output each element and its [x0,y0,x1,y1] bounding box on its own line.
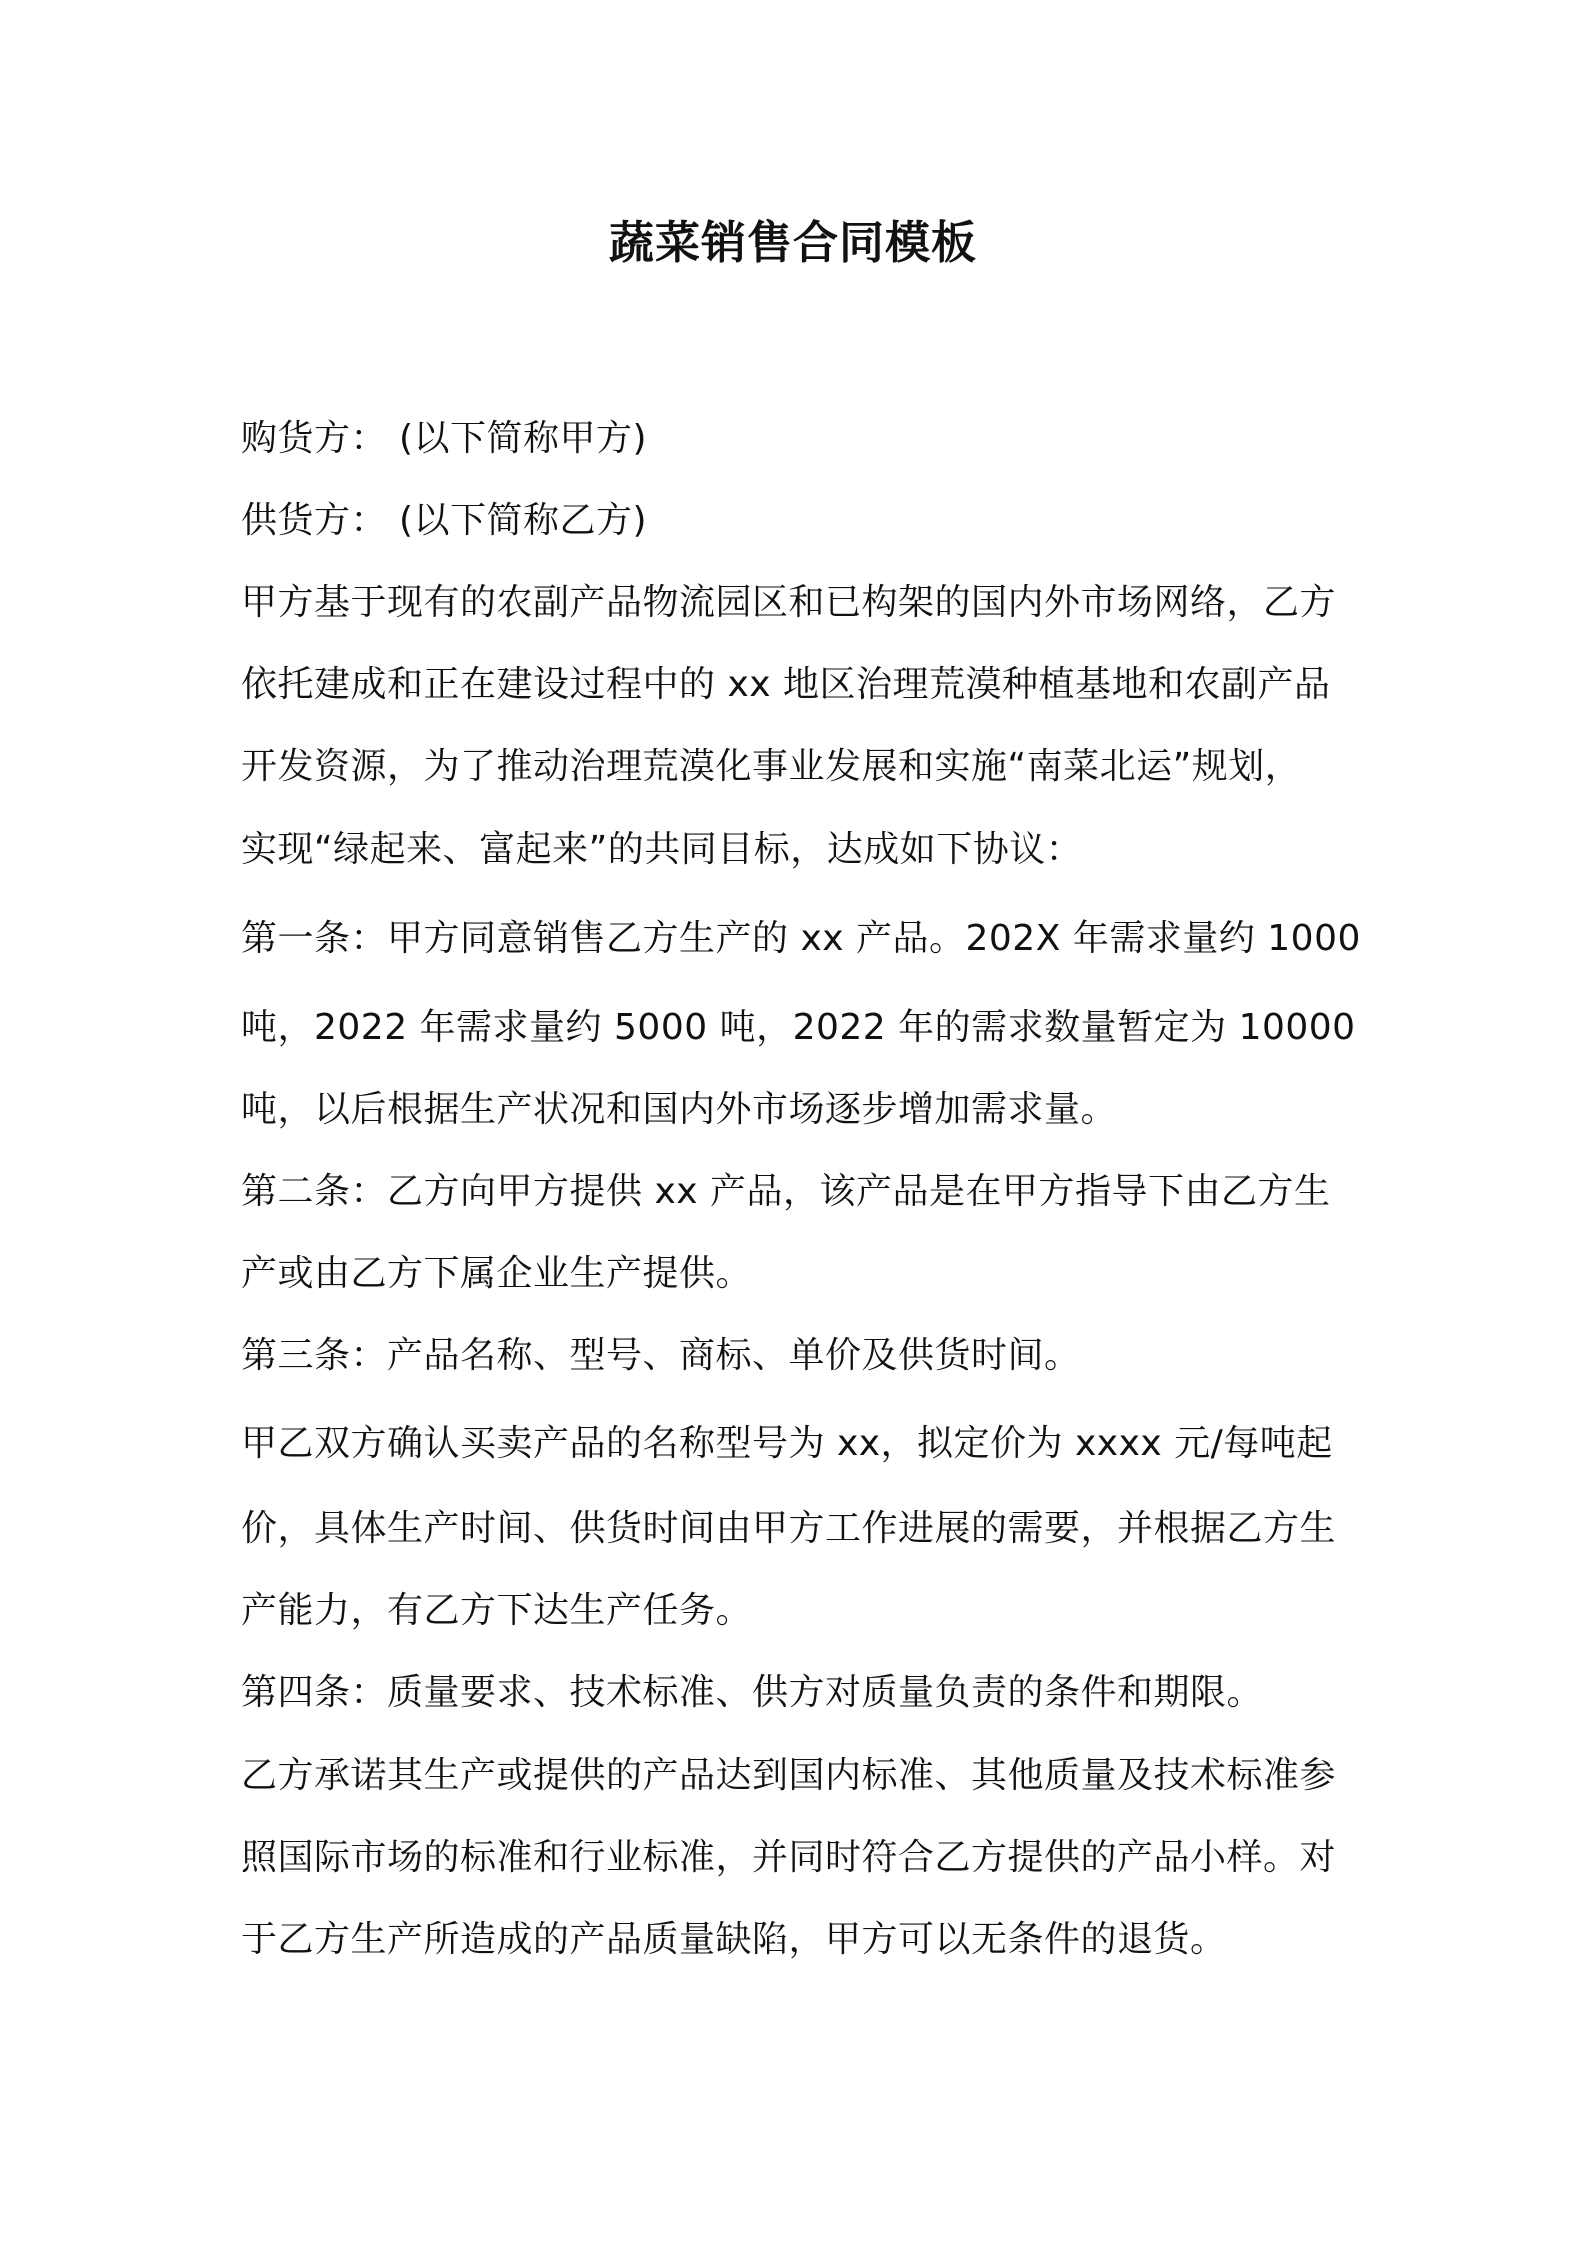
supplier-line: 供货方： (以下简称乙方) [241,500,648,541]
paragraph-line: 产或由乙方下属企业生产提供。 [241,1253,753,1294]
paragraph-line: 开发资源，为了推动治理荒漠化事业发展和实施“南菜北运”规划， [241,746,1302,787]
paragraph-line: 乙方承诺其生产或提供的产品达到国内标准、其他质量及技术标准参 [241,1755,1337,1796]
paragraph-line: 实现“绿起来、富起来”的共同目标，达成如下协议： [241,829,1083,870]
buyer-line: 购货方： (以下简称甲方) [241,418,648,459]
article-3-line: 第三条：产品名称、型号、商标、单价及供货时间。 [241,1335,1081,1376]
paragraph-line: 吨，以后根据生产状况和国内外市场逐步增加需求量。 [241,1089,1118,1130]
article-1-line: 第一条：甲方同意销售乙方生产的 xx 产品。202X 年需求量约 1000 [241,918,1361,959]
paragraph-line: 甲乙双方确认买卖产品的名称型号为 xx，拟定价为 xxxx 元/每吨起 [241,1423,1333,1464]
article-2-line: 第二条：乙方向甲方提供 xx 产品，该产品是在甲方指导下由乙方生 [241,1171,1331,1212]
paragraph-line: 产能力，有乙方下达生产任务。 [241,1590,753,1631]
paragraph-line: 于乙方生产所造成的产品质量缺陷，甲方可以无条件的退货。 [241,1919,1227,1960]
paragraph-line: 照国际市场的标准和行业标准，并同时符合乙方提供的产品小样。对 [241,1837,1337,1878]
document-title: 蔬菜销售合同模板 [608,216,977,269]
article-4-line: 第四条：质量要求、技术标准、供方对质量负责的条件和期限。 [241,1672,1264,1713]
paragraph-line: 甲方基于现有的农副产品物流园区和已构架的国内外市场网络，乙方 [241,582,1337,623]
paragraph-line: 吨，2022 年需求量约 5000 吨，2022 年的需求数量暂定为 10000 [241,1007,1356,1048]
paragraph-line: 依托建成和正在建设过程中的 xx 地区治理荒漠种植基地和农副产品 [241,664,1331,705]
paragraph-line: 价，具体生产时间、供货时间由甲方工作进展的需要，并根据乙方生 [241,1508,1337,1549]
